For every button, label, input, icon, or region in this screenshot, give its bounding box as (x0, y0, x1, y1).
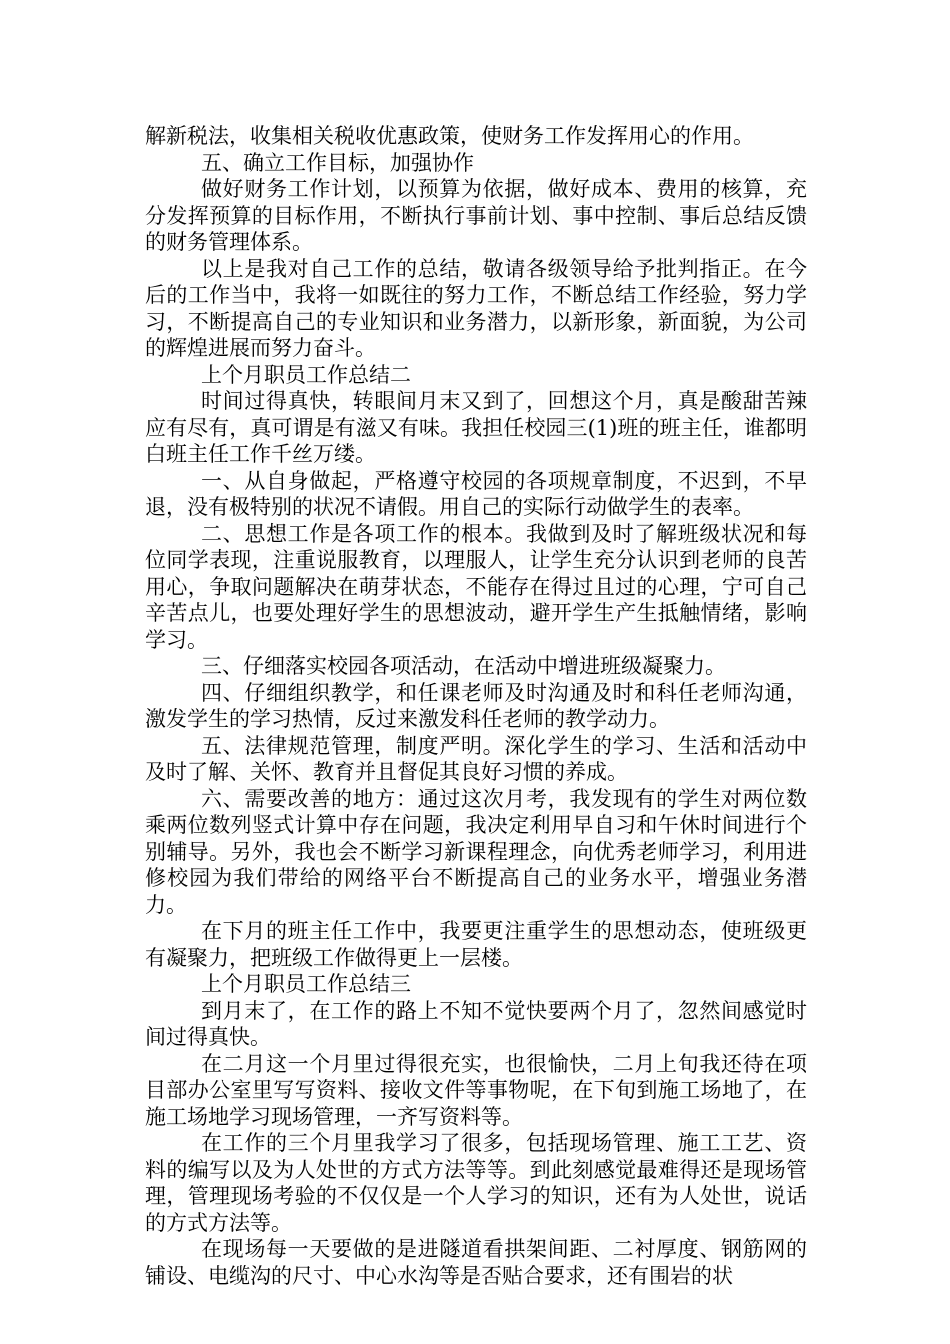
paragraph: 在现场每一天要做的是进隧道看拱架间距、二衬厚度、钢筋网的铺设、电缆沟的尺寸、中心水沟等是否贴合要求，还有围岩的状 (145, 1237, 807, 1288)
paragraph: 解新税法，收集相关税收优惠政策，使财务工作发挥用心的作用。 (145, 124, 754, 148)
paragraph: 五、法律规范管理，制度严明。深化学生的学习、生活和活动中及时了解、关怀、教育并且督促其良好习惯的养成。 (145, 733, 807, 784)
paragraph: 六、需要改善的地方：通过这次月考，我发现有的学生对两位数乘两位数列竖式计算中存在问题，我决定利用早自习和午休时间进行个别辅导。另外，我也会不断学习新课程理念，向优秀老师学习，利用进修校园为我们带给的网络平台不断提高自己的业务水平，增强业务潜力。 (145, 786, 807, 917)
paragraph: 以上是我对自己工作的总结，敬请各级领导给予批判指正。在今后的工作当中，我将一如既往的努力工作，不断总结工作经验，努力学习，不断提高自己的专业知识和业务潜力，以新形象，新面貌，为公司的辉煌进展而努力奋斗。 (145, 256, 807, 360)
paragraph: 时间过得真快，转眼间月末又到了，回想这个月，真是酸甜苦辣应有尽有，真可谓是有滋又有味。我担任校园三(1)班的班主任，谁都明白班主任工作千丝万缕。 (145, 389, 807, 466)
paragraph: 在二月这一个月里过得很充实，也很愉快，二月上旬我还待在项目部办公室里写写资料、接收文件等事物呢，在下旬到施工场地了，在施工场地学习现场管理，一齐写资料等。 (145, 1051, 807, 1129)
section-heading: 上个月职员工作总结三 (201, 972, 411, 996)
paragraph: 三、仔细落实校园各项活动，在活动中增进班级凝聚力。 (201, 654, 726, 678)
paragraph: 做好财务工作计划，以预算为依据，做好成本、费用的核算，充分发挥预算的目标作用，不断执行事前计划、事中控制、事后总结反馈的财务管理体系。 (145, 177, 807, 254)
paragraph: 一、从自身做起，严格遵守校园的各项规章制度，不迟到，不早退，没有极特别的状况不请假。用自己的实际行动做学生的表率。 (145, 468, 807, 519)
paragraph: 二、思想工作是各项工作的根本。我做到及时了解班级状况和每位同学表现，注重说服教育，以理服人，让学生充分认识到老师的良苦用心，争取问题解决在萌芽状态，不能存在得过且过的心理，宁可自己辛苦点儿，也要处理好学生的思想波动，避开学生产生抵触情绪，影响学习。 (145, 521, 807, 652)
paragraph: 四、仔细组织教学，和任课老师及时沟通及时和科任老师沟通，激发学生的学习热情，反过来激发科任老师的教学动力。 (145, 680, 807, 731)
section-heading: 上个月职员工作总结二 (201, 362, 411, 387)
section-heading: 五、确立工作目标，加强协作 (201, 150, 474, 175)
document-body (145, 123, 807, 1289)
paragraph: 到月末了，在工作的路上不知不觉快要两个月了，忽然间感觉时间过得真快。 (145, 998, 807, 1049)
paragraph: 在工作的三个月里我学习了很多，包括现场管理、施工工艺、资料的编写以及为人处世的方式方法等等。到此刻感觉最难得还是现场管理，管理现场考验的不仅仅是一个人学习的知识，还有为人处世，说话的方式方法等。 (145, 1131, 807, 1235)
paragraph: 在下月的班主任工作中，我要更注重学生的思想动态，使班级更有凝聚力，把班级工作做得更上一层楼。 (145, 919, 807, 970)
